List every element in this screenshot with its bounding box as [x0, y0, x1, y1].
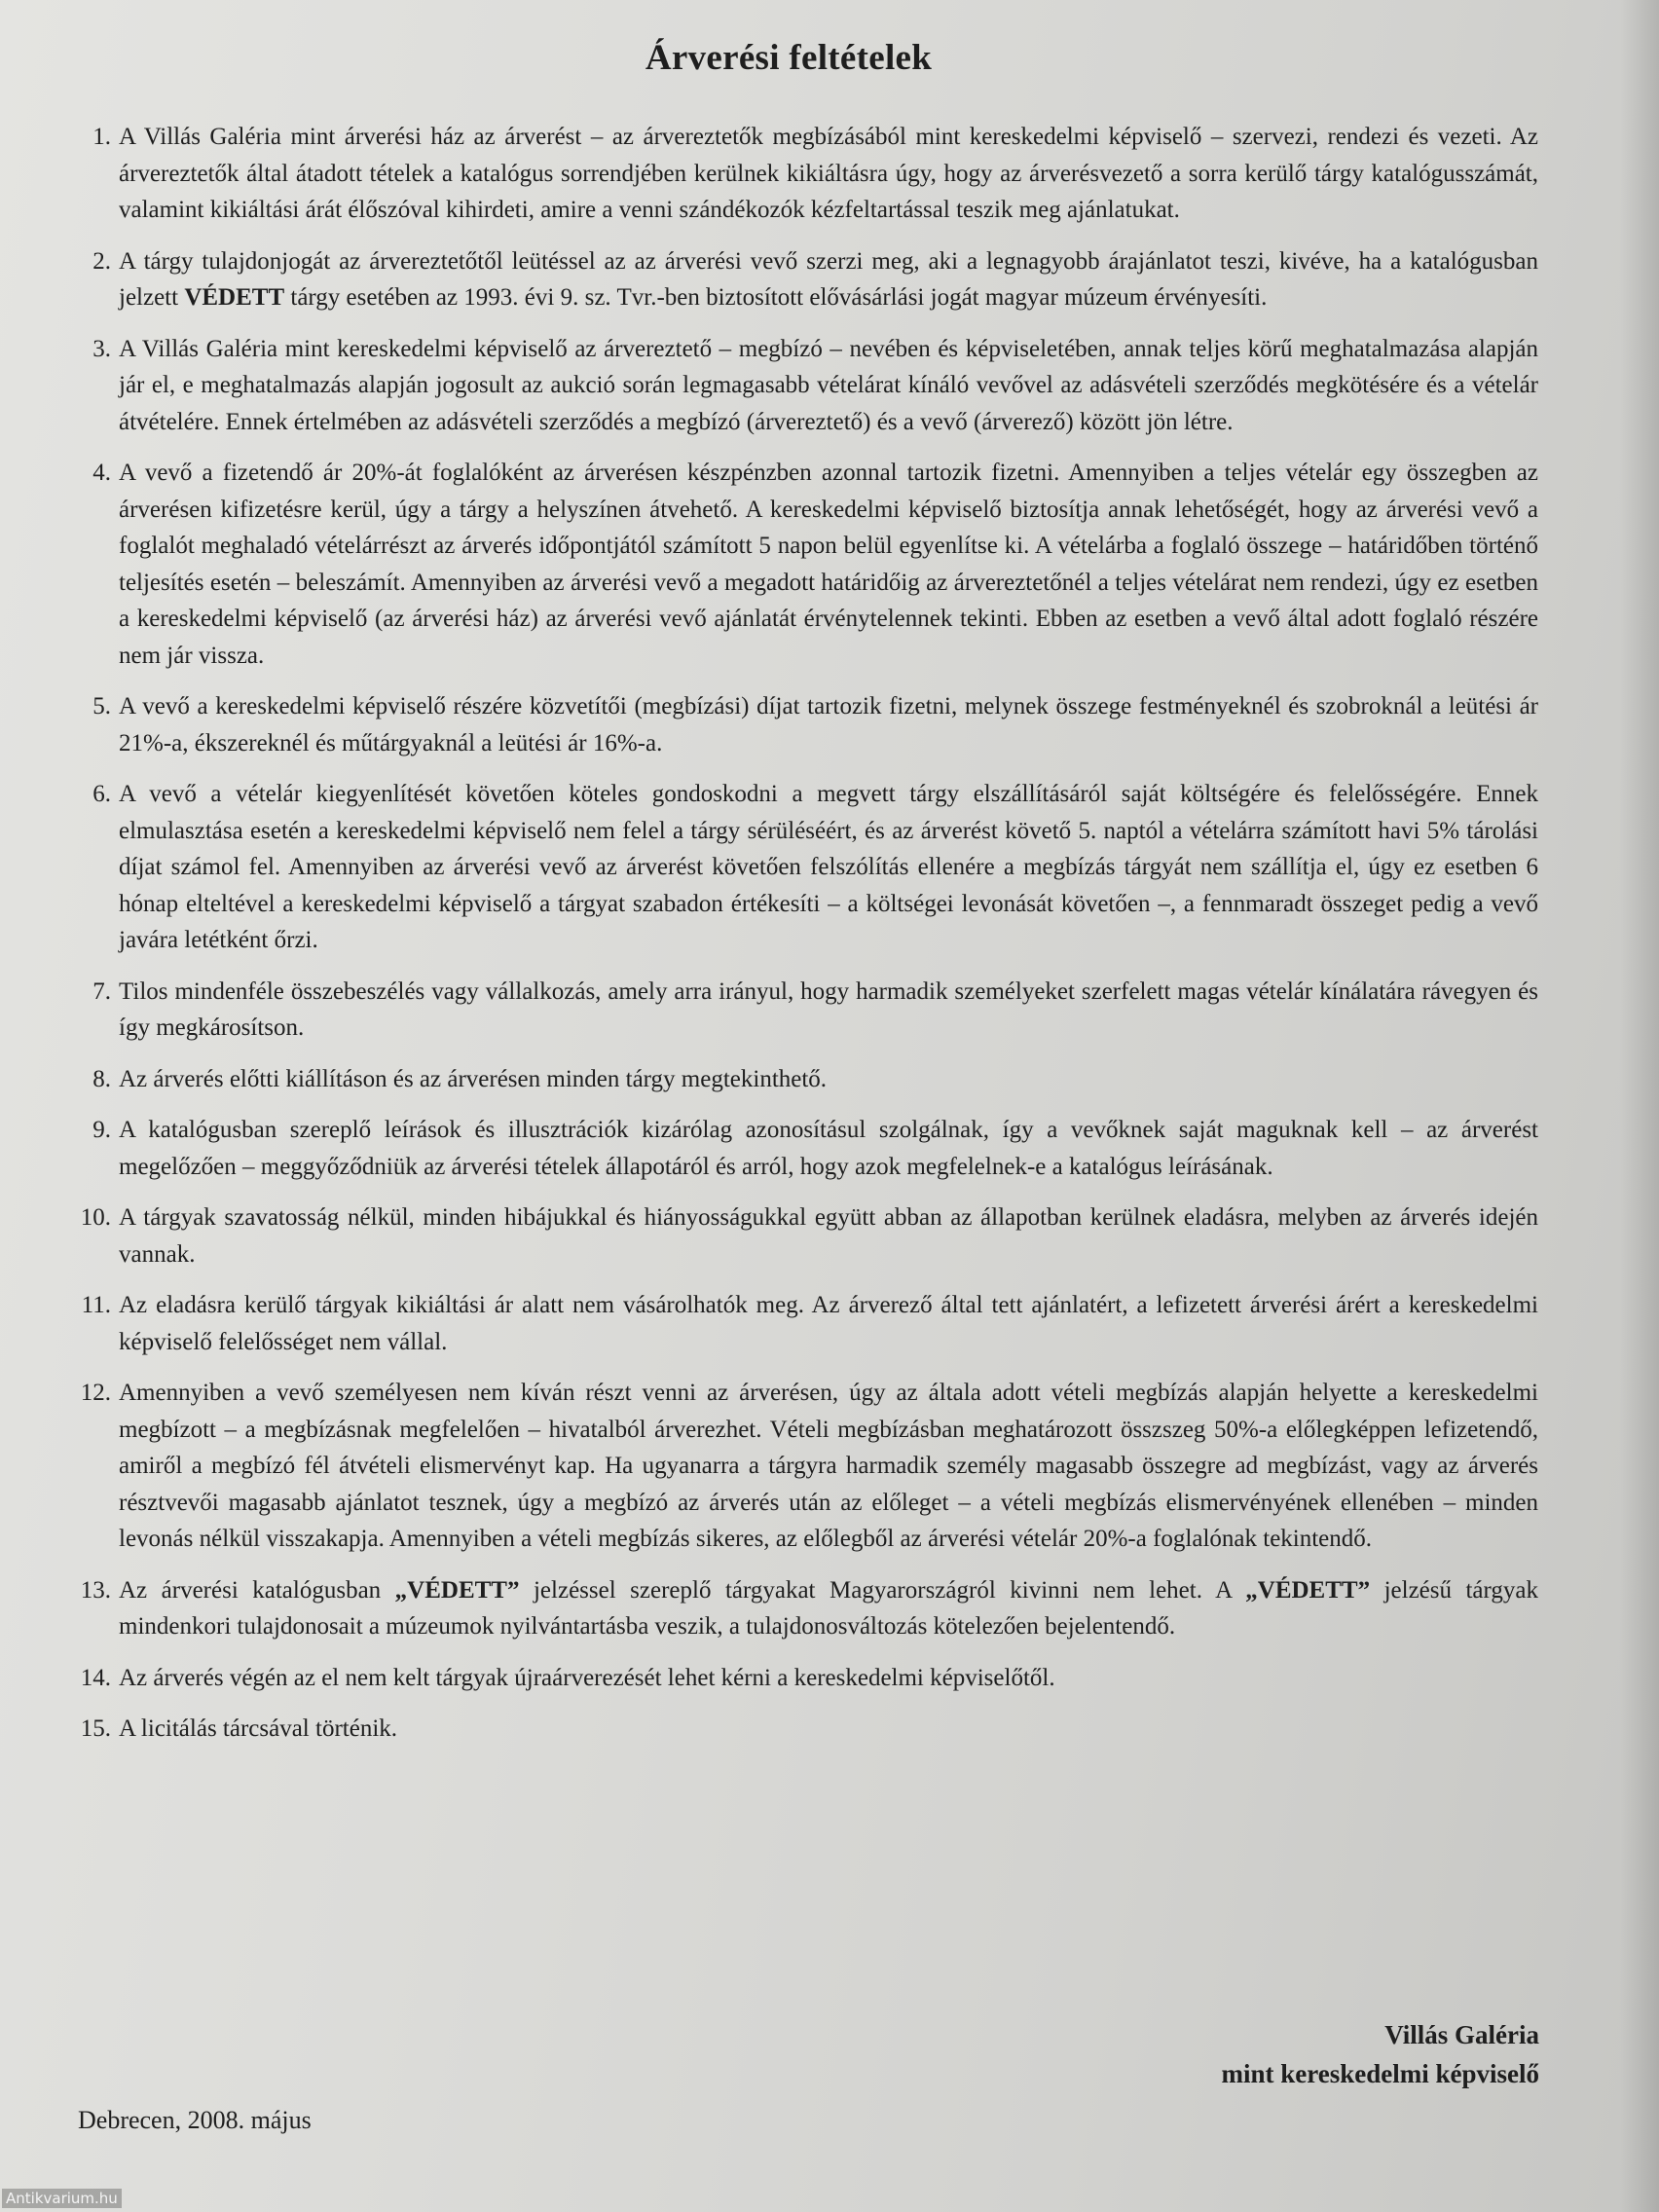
term-item: [68, 1711, 1538, 1748]
terms-list: [68, 119, 1538, 1762]
term-number: 7.: [92, 977, 111, 1005]
term-text-segment: Az árverés előtti kiállításon és az árverésen minden tárgy megtekinthető.: [119, 1065, 828, 1092]
term-text: [119, 1380, 1538, 1552]
term-number: 6.: [92, 781, 111, 807]
term-text-segment: Az árverés végén az el nem kelt tárgyak újraárverezését lehet kérni a kereskedelmi képviselőtől.: [119, 1664, 1055, 1691]
term-text-segment: jelzésű tárgyak mindenkori tulajdonosait a múzeumok nyilvántartásba veszik, a tulajdonosváltozás kötelezően bejelentendő.: [119, 1576, 1538, 1640]
signature-block: [1222, 2015, 1540, 2093]
term-item: [68, 776, 1538, 959]
term-text: [119, 1715, 397, 1742]
term-number: 1.: [92, 124, 111, 150]
term-text-segment: A katalógusban szereplő leírások és illusztrációk kizárólag azonosításul szolgálnak, így a vevőknek saját maguknak kell – az árverést megelőzően – meggyőződniük az árverési tételek állapotáról és arról, hogy azok megfelelnek-e a katalógus leírásának.: [119, 1117, 1538, 1180]
term-item: [68, 1375, 1538, 1558]
signature-gallery-name: Villás Galéria: [1384, 2020, 1539, 2049]
document-title: Árverési feltételek: [645, 38, 933, 78]
term-item: [68, 455, 1538, 674]
term-text: [119, 978, 1538, 1042]
term-text-segment: A vevő a fizetendő ár 20%-át foglalóként az árverésen készpénzben azonnal tartozik fizetni. Amennyiben a teljes vételár egy összegben az árverésen kifizetésre kerül, úgy a tárgy a helyszínen átvehető. A kereskedelmi képviselő biztosítja annak lehetőségét, hogy az árverési vevő a foglalót meghaladó vételárrészt az árverés időpontjától számított 5 napon belül egyenlítse ki. A vételárba a foglaló összege – határidőben történő teljesítés esetén – beleszámít. Amennyiben az árverési vevő a megadott határidőig az árvereztetőnél a teljes vételárat nem rendezi, úgy ez esetben a kereskedelmi képviselő (az árverési ház) az árverési vevő ajánlatát érvénytelennek tekinti. Ebben az esetben a vevő által adott foglaló részére nem jár vissza.: [119, 460, 1538, 669]
term-text-segment: Az árverési katalógusban: [119, 1576, 395, 1604]
term-item: [68, 1660, 1538, 1697]
term-number: 11.: [81, 1292, 111, 1318]
term-text: [119, 693, 1538, 756]
term-item: [68, 1572, 1538, 1645]
term-text-bold: „VÉDETT”: [1245, 1576, 1371, 1604]
term-text-segment: A vevő a vételár kiegyenlítését követően köteles gondoskodni a megvett tárgy elszállításáról saját költségére és felelősségére. Ennek elmulasztása esetén a kereskedelmi képviselő nem felel a tárgy sérüléséért, és az árverést követő 5. naptól a vételárra számított havi 5% tárolási díjat számol fel. Amennyiben az árverési vevő az árverést követően felszólítás ellenére a megbízás tárgyát nem szállítja el, úgy ez esetben 6 hónap elteltével a kereskedelmi képviselő a tárgyat szabadon értékesíti – a költségei levonását követően –, a fennmaradt összeget pedig a vevő javára letétként őrzi.: [119, 781, 1538, 953]
term-item: [68, 1061, 1538, 1098]
term-text: [119, 1665, 1055, 1691]
term-text: [119, 1066, 827, 1092]
term-item: [68, 688, 1538, 761]
term-text-bold: VÉDETT: [184, 284, 285, 311]
term-text-segment: A vevő a kereskedelmi képviselő részére közvetítői (megbízási) díjat tartozik fizetni, melynek összege festményeknél és szobroknál a leütési ár 21%-a, ékszereknél és műtárgyaknál a leütési ár 16%-a.: [119, 693, 1538, 756]
term-text-segment: A tárgyak szavatosság nélkül, minden hibájukkal és hiányosságukkal együtt abban az állapotban kerülnek eladásra, melyben az árverés idején vannak.: [119, 1204, 1538, 1268]
term-text-segment: jelzéssel szereplő tárgyakat Magyarországról kivinni nem lehet. A: [519, 1576, 1246, 1604]
term-number: 15.: [80, 1715, 111, 1742]
place-date: Debrecen, 2008. május: [78, 2106, 312, 2134]
term-text: [119, 1117, 1538, 1180]
term-number: 10.: [80, 1204, 111, 1231]
term-text-segment: A Villás Galéria mint kereskedelmi képviselő az árvereztető – megbízó – nevében és képviseletében, annak teljes körű meghatalmazása alapján jár el, e meghatalmazás alapján jogosult az aukció során legmagasabb vételárat kínáló vevővel az adásvételi szerződés megkötésére és a vételár átvételére. Ennek értelmében az adásvételi szerződés a megbízó (árvereztető) és a vevő (árverező) között jön létre.: [119, 335, 1538, 435]
term-number: 9.: [92, 1117, 111, 1143]
term-number: 2.: [92, 247, 111, 275]
term-text-segment: A Villás Galéria mint árverési ház az árverést – az árvereztetők megbízásából mint kereskedelmi képviselő – szervezi, rendezi és vezeti. Az árvereztetők által átadott tételek a katalógus sorrendjében kerülnek kikiáltásra úgy, hogy az árverésvezető a sorra kerülő tárgy katalógusszámát, valamint kikiáltási árát élőszóval kihirdeti, amire a venni szándékozók kézfeltartással teszik meg ajánlatukat.: [119, 124, 1538, 223]
term-item: [68, 1199, 1538, 1272]
term-number: 4.: [92, 460, 111, 486]
term-text-segment: A licitálás tárcsával történik.: [119, 1715, 398, 1742]
term-item: [68, 1287, 1538, 1360]
signature-role: mint kereskedelmi képviselő: [1221, 2059, 1539, 2088]
term-item: [68, 243, 1538, 316]
term-item: [68, 331, 1538, 441]
term-text: [119, 1577, 1538, 1641]
term-text: [119, 248, 1538, 312]
term-text: [119, 781, 1538, 953]
term-number: 8.: [92, 1065, 111, 1092]
term-item: [68, 1112, 1538, 1185]
term-number: 3.: [92, 335, 111, 362]
term-text-segment: A tárgy tulajdonjogát az árvereztetőtől leütéssel az az árverési vevő szerzi meg, aki a legnagyobb árajánlatot teszi, kivéve, ha a katalógusban jelzett: [119, 247, 1538, 311]
watermark: Antikvarium.hu: [2, 2189, 122, 2208]
term-number: 12.: [80, 1380, 111, 1406]
term-text: [119, 1292, 1538, 1355]
term-text-segment: tárgy esetében az 1993. évi 9. sz. Tvr.-ben biztosított elővásárlási jogát magyar múzeum érvényesíti.: [284, 284, 1268, 311]
term-number: 5.: [92, 693, 111, 719]
term-text-bold: „VÉDETT”: [394, 1576, 520, 1604]
term-item: [68, 974, 1538, 1047]
term-item: [68, 119, 1538, 229]
term-text: [119, 1204, 1538, 1268]
term-number: 14.: [80, 1664, 111, 1691]
term-number: 13.: [80, 1576, 111, 1604]
term-text-segment: Tilos mindenféle összebeszélés vagy vállalkozás, amely arra irányul, hogy harmadik személyeket szerfelett magas vételár kínálatára rávegyen és így megkárosítson.: [119, 977, 1538, 1041]
term-text: [119, 460, 1538, 669]
term-text-segment: Amennyiben a vevő személyesen nem kíván részt venni az árverésen, úgy az általa adott vételi megbízás alapján helyette a kereskedelmi megbízott – a megbízásnak megfelelően – hivatalból árverezhet. Vételi megbízásban meghatározott összszeg 50%-a előlegképpen lefizetendő, amiről a megbízó fél átvételi elismervényt kap. Ha ugyanarra a tárgyra harmadik személy magasabb összegre ad megbízást, vagy az árverés résztvevői magasabb ajánlatot tesznek, úgy a megbízó az árverés után az előleget – a vételi megbízás elismervényének ellenében – minden levonás nélkül visszakapja. Amennyiben a vételi megbízás sikeres, az előlegből az árverési vételár 20%-a foglalónak tekintendő.: [119, 1380, 1538, 1552]
term-text: [119, 336, 1538, 435]
term-text: [119, 124, 1538, 223]
term-text-segment: Az eladásra kerülő tárgyak kikiáltási ár alatt nem vásárolhatók meg. Az árverező által tett ajánlatért, a lefizetett árverési árért a kereskedelmi képviselő felelősséget nem vállal.: [119, 1292, 1538, 1355]
